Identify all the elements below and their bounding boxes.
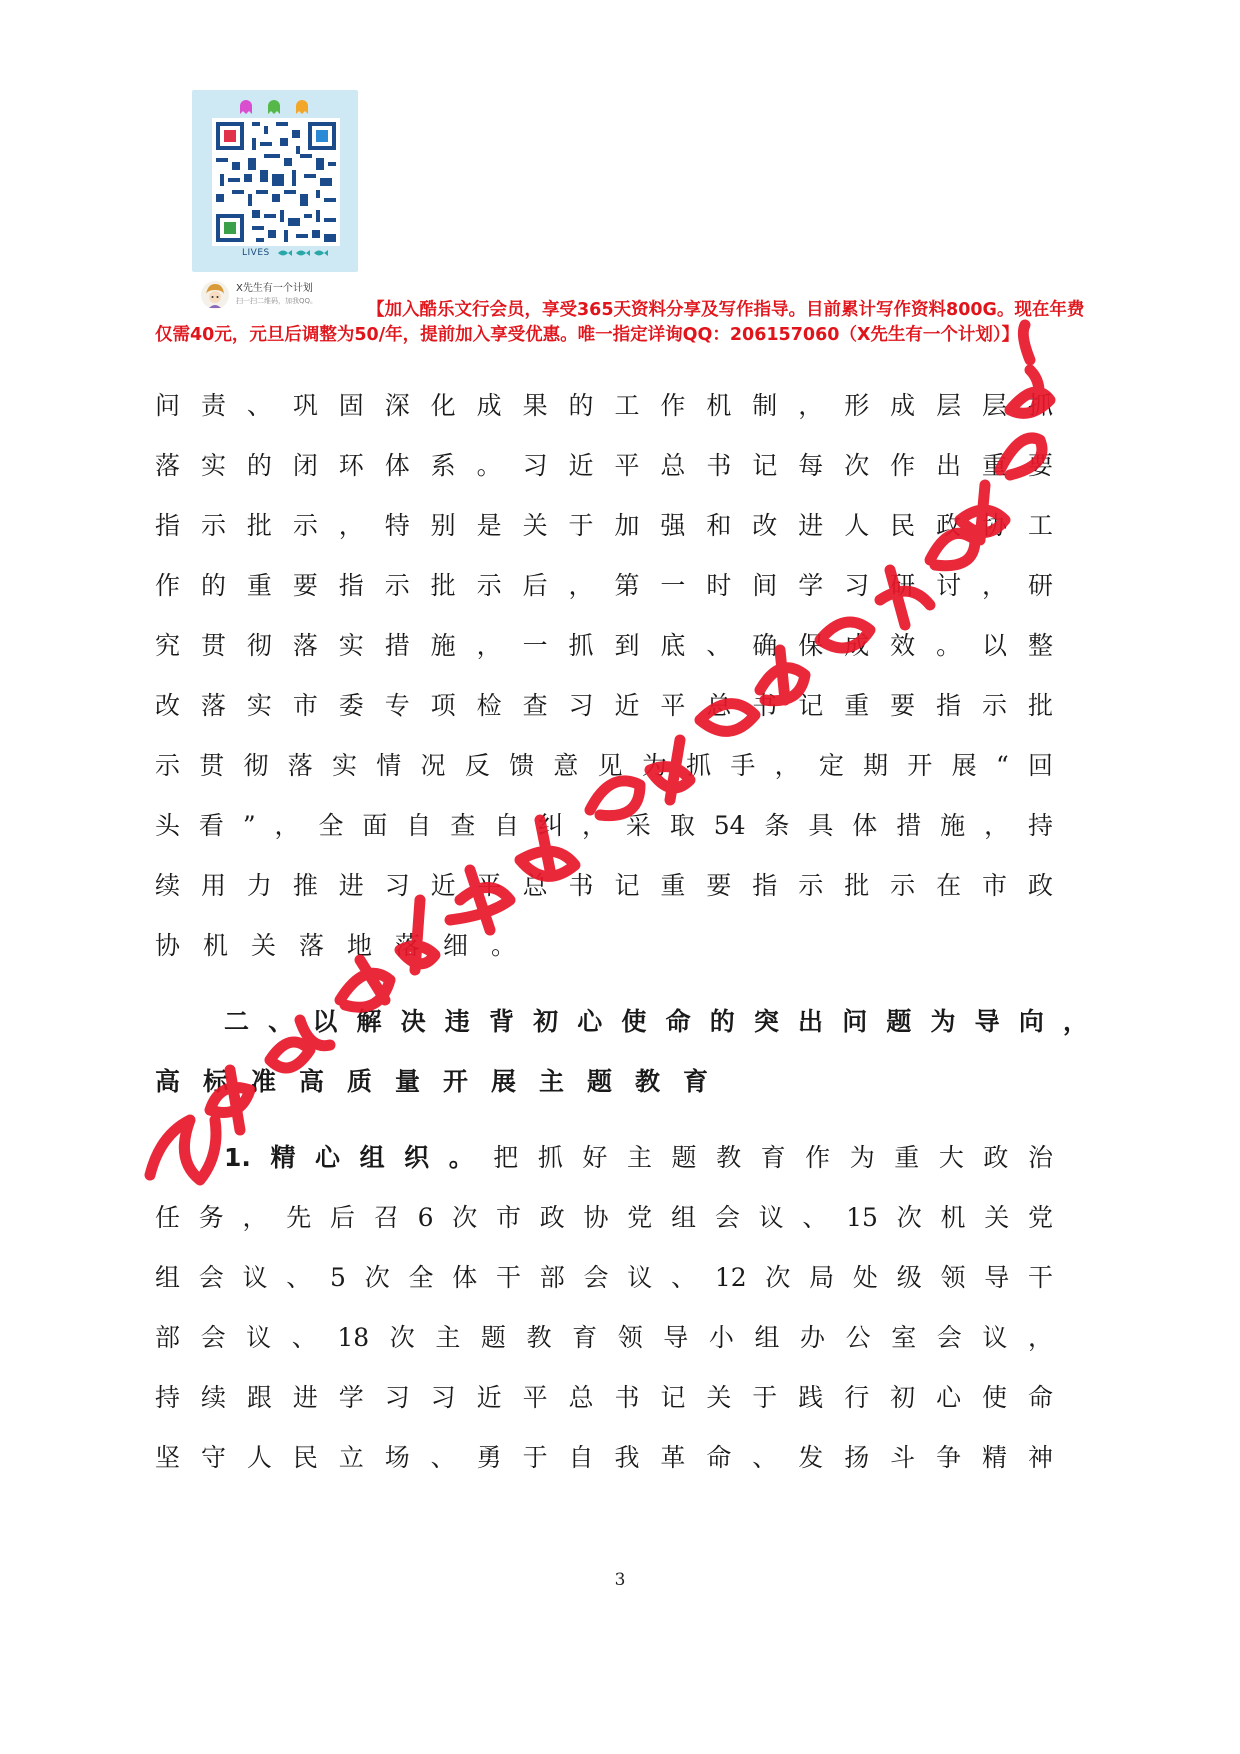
fish-icons <box>276 246 332 260</box>
item-first-line <box>224 1141 1053 1175</box>
paragraph-line: 坚守人民立场、勇于自我革命、发扬斗争精神 <box>155 1443 1053 1472</box>
paragraph-line: 协机关落地落细。 <box>155 931 540 960</box>
promo-notice: 【加入酷乐文行会员，享受365天资料分享及写作指导。目前累计写作资料800G。现在年费仅需40元，元旦后调整为50/年，提前加入享受优惠。唯一指定详询QQ：206157060（X先生有一个计划）】 <box>155 300 1085 345</box>
ghost-icons <box>232 98 322 114</box>
paragraph-line: 问责、巩固深化成果的工作机制，形成层层抓 <box>155 391 1053 420</box>
paragraph-line: 示贯彻落实情况反馈意见为抓手，定期开展“回 <box>155 751 1053 780</box>
paragraph-line: 作的重要指示批示后，第一时间学习研讨，研 <box>155 571 1053 600</box>
paragraph-line: 指示批示，特别是关于加强和改进人民政协工 <box>155 511 1053 540</box>
paragraph-line: 组会议、5次全体干部会议、12次局处级领导干 <box>155 1263 1053 1292</box>
paragraph-line: 究贯彻落实措施，一抓到底、确保成效。以整 <box>155 631 1053 660</box>
page-number: 3 <box>614 1570 626 1590</box>
item-text: 把抓好主题教育作为重大政治 <box>493 1143 1053 1172</box>
section-heading: 高标准高质量开展主题教育 <box>155 1067 732 1096</box>
author-name: X先生有一个计划 <box>236 283 313 294</box>
paragraph-line: 部会议、18次主题教育领导小组办公室会议， <box>155 1323 1053 1352</box>
paragraph-line: 落实的闭环体系。习近平总书记每次作出重要 <box>155 451 1053 480</box>
paragraph-line: 任务，先后召6次市政协党组会议、15次机关党 <box>155 1203 1053 1232</box>
paragraph-line: 持续跟进学习习近平总书记关于践行初心使命 <box>155 1383 1053 1412</box>
qr-code-image <box>192 90 358 272</box>
paragraph-line: 改落实市委专项检查习近平总书记重要指示批 <box>155 691 1053 720</box>
section-heading: 二、以解决违背初心使命的突出问题为导向， <box>224 1007 1088 1036</box>
qr-matrix <box>212 118 340 246</box>
paragraph-line: 续用力推进习近平总书记重要指示批示在市政 <box>155 871 1053 900</box>
item-label: 1.精心组织。 <box>224 1143 494 1172</box>
author-subtitle: 扫一扫二维码，加我QQ。 <box>236 297 318 305</box>
qr-footer-text: LIVES <box>242 248 270 258</box>
paragraph-line: 头看”，全面自查自纠，采取54条具体措施，持 <box>155 811 1053 840</box>
